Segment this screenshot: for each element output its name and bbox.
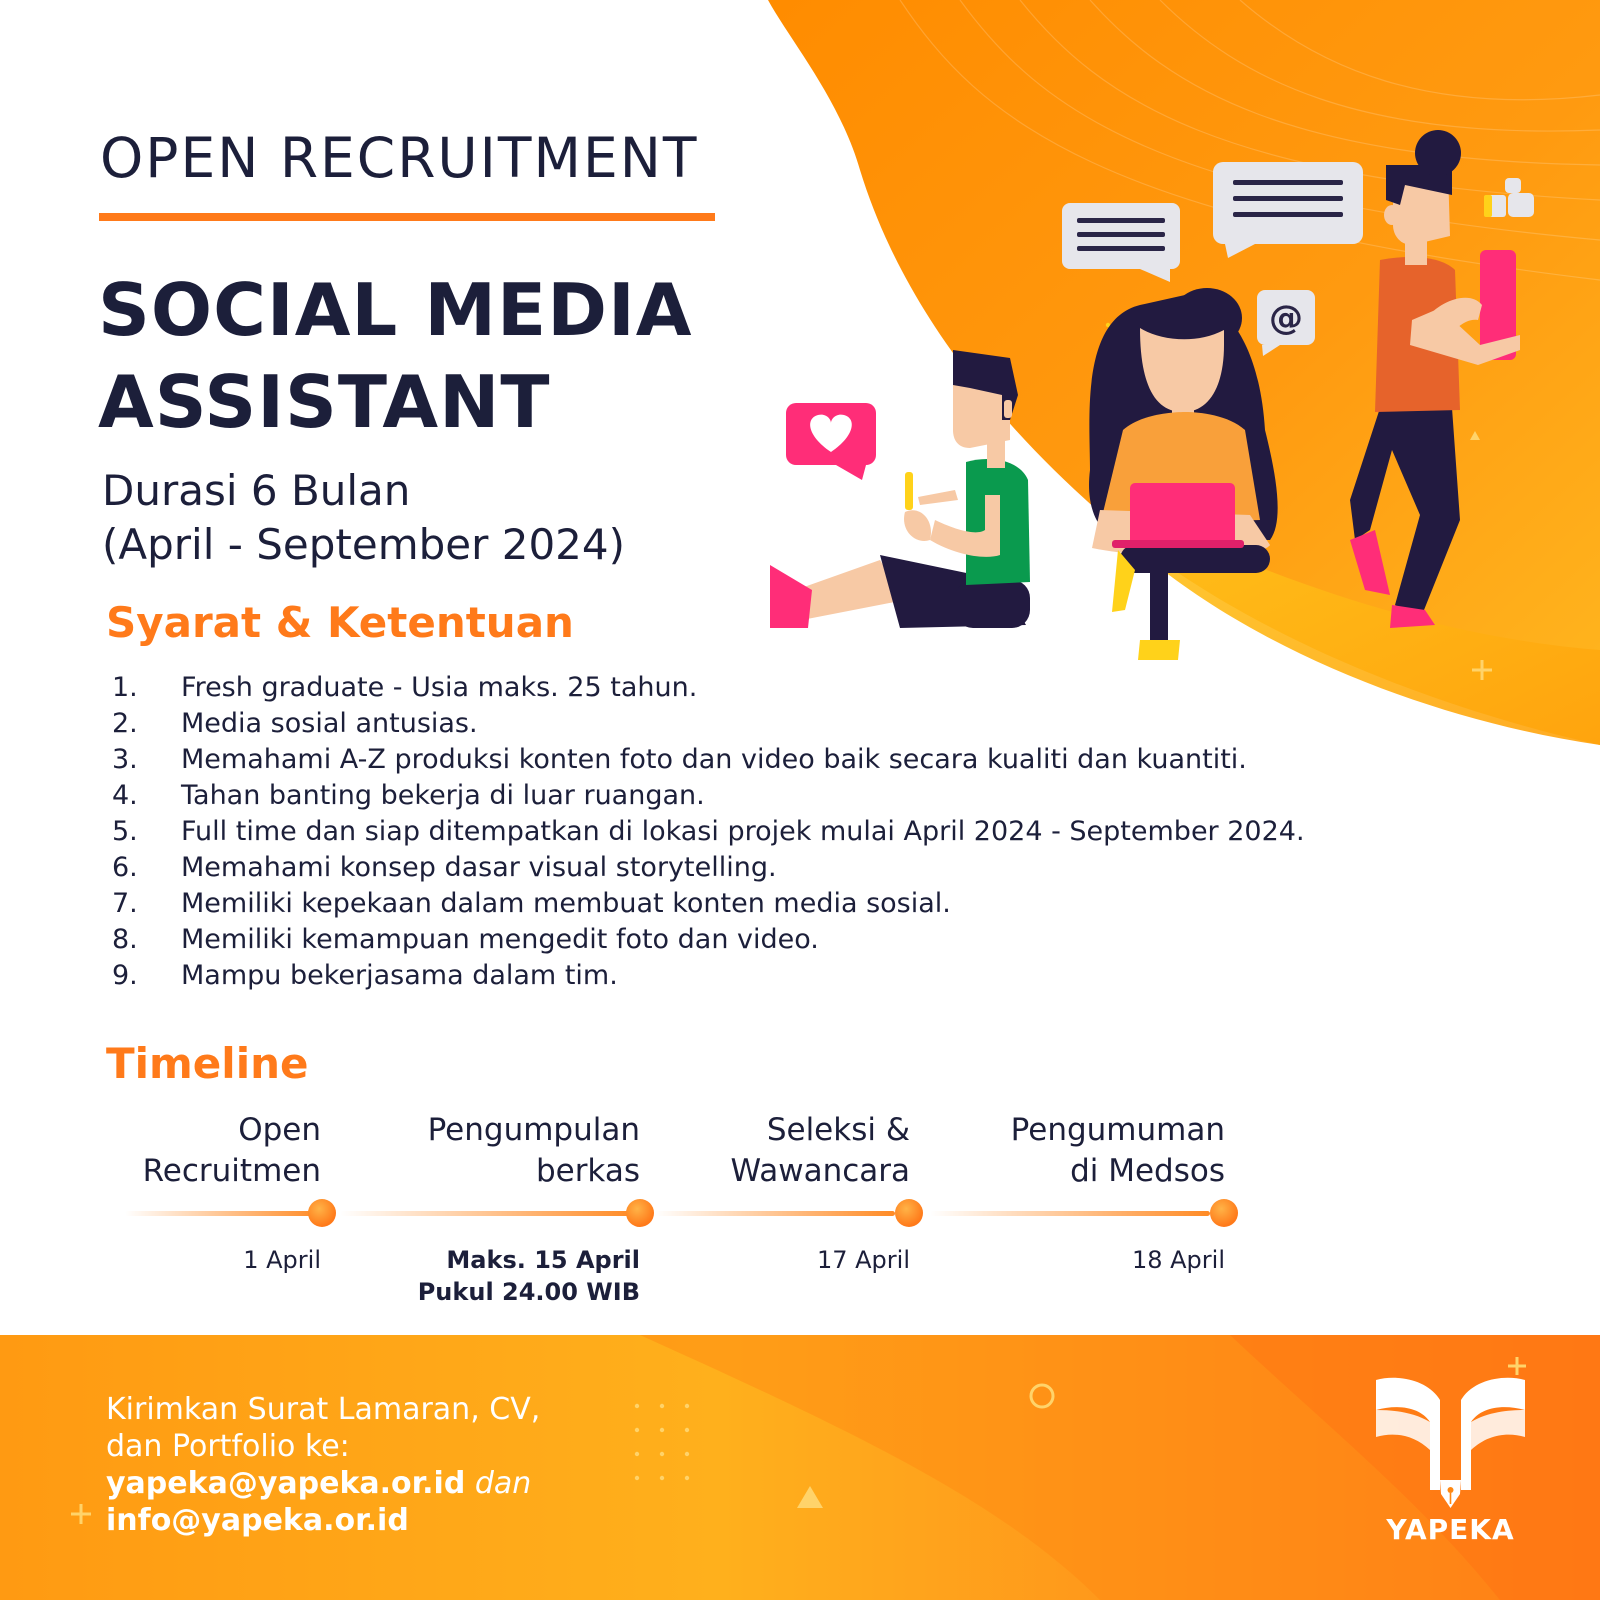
list-item-text: Memiliki kemampuan mengedit foto dan video. bbox=[181, 924, 819, 955]
email-link-info[interactable]: info@yapeka.or.id bbox=[106, 1503, 409, 1538]
application-instructions bbox=[106, 1391, 540, 1539]
timeline-marker bbox=[626, 1199, 654, 1227]
timeline-marker bbox=[895, 1199, 923, 1227]
footer-connector: dan bbox=[474, 1466, 532, 1501]
kicker-heading: OPEN RECRUITMENT bbox=[100, 126, 699, 190]
list-item-text: Memiliki kepekaan dalam membuat konten media sosial. bbox=[181, 888, 951, 919]
list-item-number: 8. bbox=[112, 924, 138, 955]
timeline-step-label-line-1: Pengumuman bbox=[1010, 1112, 1225, 1148]
list-item-number: 3. bbox=[112, 744, 138, 775]
list-item-number: 5. bbox=[112, 816, 138, 847]
list-item-text: Fresh graduate - Usia maks. 25 tahun. bbox=[181, 672, 698, 703]
timeline-connector bbox=[125, 1211, 320, 1216]
list-item-number: 4. bbox=[112, 780, 138, 811]
duration-text bbox=[102, 464, 625, 572]
timeline-heading: Timeline bbox=[106, 1039, 309, 1088]
sitting-man-illustration bbox=[770, 350, 1030, 628]
list-item bbox=[112, 814, 1512, 850]
heading-divider bbox=[99, 213, 715, 221]
list-item-number: 7. bbox=[112, 888, 138, 919]
list-item-text: Media sosial antusias. bbox=[181, 708, 478, 739]
list-item bbox=[112, 742, 1512, 778]
list-item-text: Tahan banting bekerja di luar ruangan. bbox=[181, 780, 705, 811]
timeline-date-line-1: 18 April bbox=[1131, 1246, 1225, 1274]
list-item bbox=[112, 850, 1512, 886]
email-link-yapeka[interactable]: yapeka@yapeka.or.id bbox=[106, 1466, 466, 1501]
timeline-connector bbox=[340, 1211, 635, 1216]
timeline-date-line-1: 1 April bbox=[243, 1246, 321, 1274]
list-item bbox=[112, 958, 1512, 994]
list-item-text: Memahami konsep dasar visual storytelling. bbox=[181, 852, 777, 883]
list-item-text: Mampu bekerjasama dalam tim. bbox=[181, 960, 618, 991]
timeline-connector bbox=[655, 1211, 895, 1216]
timeline-marker bbox=[1210, 1199, 1238, 1227]
timeline-marker bbox=[308, 1199, 336, 1227]
job-title-line-1: SOCIAL MEDIA bbox=[98, 268, 693, 352]
footer-line-2: dan Portfolio ke: bbox=[106, 1429, 350, 1464]
timeline-step-date bbox=[360, 1244, 640, 1308]
job-title-line-2: ASSISTANT bbox=[98, 360, 551, 444]
list-item bbox=[112, 886, 1512, 922]
timeline-step-label-line-2: di Medsos bbox=[1070, 1153, 1225, 1189]
timeline-date-line-1: Maks. 15 April bbox=[446, 1246, 640, 1274]
timeline-step-open-recruitment bbox=[100, 1110, 321, 1192]
job-title bbox=[98, 264, 692, 448]
duration-line-2: (April - September 2024) bbox=[102, 520, 626, 569]
timeline-step-submission bbox=[360, 1110, 640, 1192]
timeline-step-label-line-2: Recruitmen bbox=[142, 1153, 321, 1189]
timeline-step-date bbox=[100, 1244, 321, 1276]
timeline-connector bbox=[930, 1211, 1210, 1216]
timeline-date-line-1: 17 April bbox=[816, 1246, 910, 1274]
list-item-text: Full time dan siap ditempatkan di lokasi projek mulai April 2024 - September 2024. bbox=[181, 816, 1305, 847]
requirements-list bbox=[112, 670, 1512, 994]
timeline-step-label-line-1: Pengumpulan bbox=[427, 1112, 640, 1148]
list-item-number: 2. bbox=[112, 708, 138, 739]
list-item bbox=[112, 922, 1512, 958]
list-item-number: 9. bbox=[112, 960, 138, 991]
timeline-step-label-line-1: Seleksi & bbox=[766, 1112, 910, 1148]
list-item bbox=[112, 706, 1512, 742]
timeline-step-selection bbox=[660, 1110, 910, 1192]
heart-bubble bbox=[786, 403, 876, 480]
timeline-step-label-line-2: berkas bbox=[535, 1153, 640, 1189]
requirements-heading: Syarat & Ketentuan bbox=[106, 598, 574, 647]
timeline-step-label-line-1: Open bbox=[238, 1112, 321, 1148]
list-item bbox=[112, 778, 1512, 814]
yapeka-logo-icon bbox=[1368, 1362, 1533, 1512]
at-sign-icon: @ bbox=[1269, 298, 1303, 338]
list-item-number: 6. bbox=[112, 852, 138, 883]
message-bubble-large bbox=[1213, 162, 1363, 258]
list-item-number: 1. bbox=[112, 672, 138, 703]
footer-email-line bbox=[106, 1465, 540, 1502]
timeline-step-label-line-2: Wawancara bbox=[730, 1153, 910, 1189]
duration-line-1: Durasi 6 Bulan bbox=[102, 466, 411, 515]
timeline-step-announcement bbox=[930, 1110, 1225, 1192]
list-item-text: Memahami A-Z produksi konten foto dan video baik secara kualiti dan kuantiti. bbox=[181, 744, 1247, 775]
timeline-date-line-2: Pukul 24.00 WIB bbox=[417, 1278, 640, 1306]
list-item bbox=[112, 670, 1512, 706]
timeline-step-date bbox=[660, 1244, 910, 1276]
yapeka-logo-text: YAPEKA bbox=[1386, 1513, 1515, 1546]
footer-line-1: Kirimkan Surat Lamaran, CV, bbox=[106, 1392, 541, 1427]
timeline-step-date bbox=[930, 1244, 1225, 1276]
